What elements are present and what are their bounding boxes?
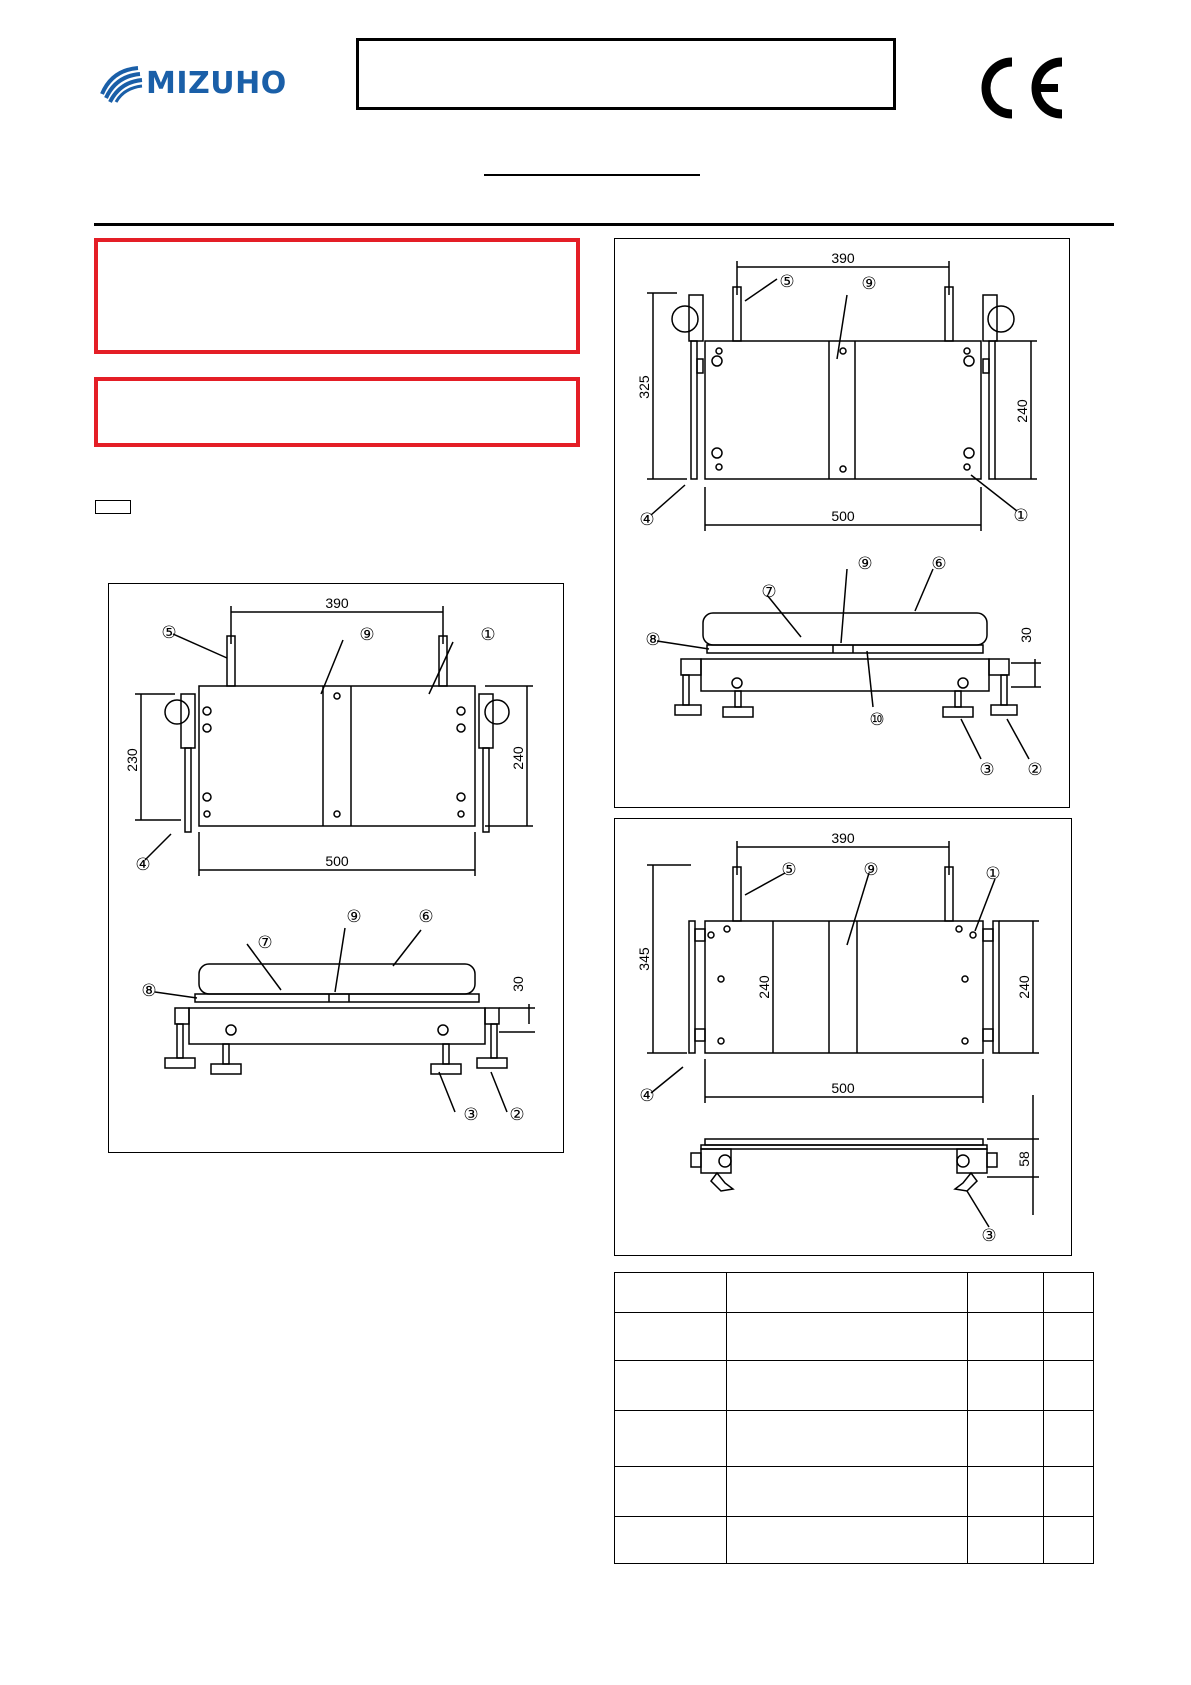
note-marker-box [95, 500, 131, 514]
fig1-dim-height-right: 240 [510, 746, 526, 770]
figure-panel-1 [108, 583, 564, 1153]
document-title-box [356, 38, 896, 110]
ce-mark [972, 56, 1068, 125]
fig1-callout: ⑨ [359, 625, 375, 644]
fig1-callout: ④ [135, 855, 151, 874]
fig3-callout: ⑤ [781, 860, 797, 879]
table-row [615, 1517, 1094, 1564]
fig2-dim-height-right: 240 [1014, 399, 1030, 423]
warning-box-1 [94, 238, 580, 354]
fig3-dim-width-bottom: 500 [831, 1080, 855, 1096]
fig1-callout: ⑦ [257, 933, 273, 952]
fig1-callout: ⑥ [418, 907, 434, 926]
figure-panel-2 [614, 238, 1070, 808]
fig1-callout: ⑧ [141, 981, 157, 1000]
subtitle-underline [484, 174, 700, 176]
mizuho-logo [98, 64, 287, 104]
fig2-callout: ⑨ [861, 274, 877, 293]
fig2-callout: ④ [639, 510, 655, 529]
fig1-callout: ⑨ [346, 907, 362, 926]
fig3-dim-width-top: 390 [831, 830, 855, 846]
table-row [615, 1361, 1094, 1411]
figure-2-drawing [615, 239, 1071, 809]
warning-box-2 [94, 377, 580, 447]
header-rule [94, 223, 1114, 226]
fig1-callout: ③ [463, 1105, 479, 1124]
fig2-callout: ⑤ [779, 272, 795, 291]
fig3-callout: ④ [639, 1086, 655, 1105]
fig1-callout: ① [480, 625, 496, 644]
fig1-dim-width-top: 390 [325, 595, 349, 611]
fig2-dim-width-top: 390 [831, 250, 855, 266]
fig2-dim-thickness: 30 [1018, 627, 1034, 643]
figure-3-drawing [615, 819, 1073, 1257]
fig2-callout: ⑩ [869, 710, 885, 729]
fig2-dim-width-bottom: 500 [831, 508, 855, 524]
fig2-callout: ⑨ [857, 554, 873, 573]
fig2-callout: ② [1027, 760, 1043, 779]
fig2-callout: ⑥ [931, 554, 947, 573]
fig3-callout: ① [985, 864, 1001, 883]
fig2-callout: ⑧ [645, 630, 661, 649]
ce-mark-icon [972, 56, 1068, 120]
fig3-callout: ⑨ [863, 860, 879, 879]
brand-name: MIZUHO [146, 66, 287, 101]
fig1-dim-thickness: 30 [510, 976, 526, 992]
fig3-dim-thickness: 58 [1016, 1151, 1032, 1167]
fig2-callout: ③ [979, 760, 995, 779]
figure-1-drawing [109, 584, 565, 1154]
fig2-dim-height-left: 325 [636, 375, 652, 399]
spec-table [614, 1272, 1094, 1564]
mizuho-wave-icon [98, 64, 144, 104]
fig3-callout: ③ [981, 1226, 997, 1245]
table-row [615, 1273, 1094, 1313]
fig1-dim-height-left: 230 [124, 748, 140, 772]
figure-panel-3 [614, 818, 1072, 1256]
fig1-callout: ② [509, 1105, 525, 1124]
fig1-dim-width-bottom: 500 [325, 853, 349, 869]
fig3-dim-height-left: 345 [636, 947, 652, 971]
fig2-callout: ⑦ [761, 582, 777, 601]
fig3-dim-height-right: 240 [1016, 975, 1032, 999]
table-row [615, 1411, 1094, 1467]
fig3-dim-height-inner: 240 [756, 975, 772, 999]
fig2-callout: ① [1013, 506, 1029, 525]
fig1-callout: ⑤ [161, 623, 177, 642]
table-row [615, 1467, 1094, 1517]
table-row [615, 1313, 1094, 1361]
